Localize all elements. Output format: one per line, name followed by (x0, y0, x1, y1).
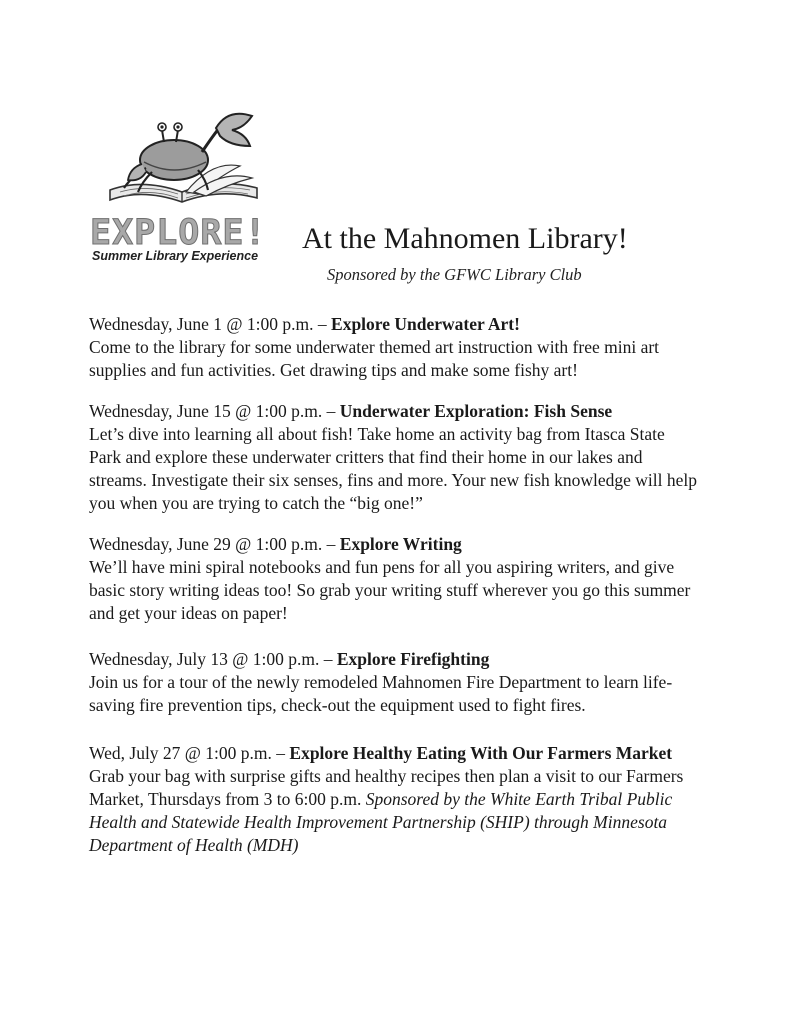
event-sponsor-note: Sponsored by the White Earth Tribal Public Health and Statewide Health Improvement Partnership (SHIP) through Minnesota Department of Health (MDH) (89, 789, 673, 855)
event-item (89, 648, 701, 717)
event-datetime: Wed, July 27 @ 1:00 p.m. – (89, 743, 290, 763)
event-description: Come to the library for some underwater themed art instruction with free mini art supplies and fun activities. Get drawing tips and make some fishy art! (89, 337, 660, 380)
event-datetime: Wednesday, June 1 @ 1:00 p.m. – (89, 314, 332, 334)
explore-logo (88, 108, 283, 268)
sponsor-line: Sponsored by the GFWC Library Club (327, 265, 582, 284)
event-title: Underwater Exploration: Fish Sense (339, 401, 613, 421)
event-item (89, 313, 701, 382)
event-heading (89, 533, 701, 556)
page-title: At the Mahnomen Library! (302, 222, 628, 255)
event-title: Explore Writing (339, 534, 462, 554)
event-description: Join us for a tour of the newly remodeled Mahnomen Fire Department to learn life-saving fire prevention tips, check-out the equipment used to fight fires. (89, 672, 673, 715)
event-description: We’ll have mini spiral notebooks and fun pens for all you aspiring writers, and give basic story writing ideas too! So grab your writing stuff wherever you go this summer and get your ideas on paper! (89, 557, 691, 623)
event-description: Let’s dive into learning all about fish! Take home an activity bag from Itasca State Park and explore these underwater critters that find their home in our lakes and streams. Investigate their six senses, fins and more. Your new fish knowledge will help you when you are trying to catch the “big one!” (89, 424, 698, 513)
event-heading (89, 648, 701, 671)
event-description (89, 765, 701, 857)
event-heading (89, 742, 701, 765)
event-list (89, 313, 701, 857)
event-heading (89, 313, 701, 336)
event-item (89, 400, 701, 515)
event-title: Explore Underwater Art! (331, 314, 520, 334)
crab-reading-book-icon (102, 108, 267, 213)
event-item (89, 742, 701, 857)
logo-wordmark: EXPLORE! (90, 213, 267, 253)
event-heading (89, 400, 701, 423)
event-datetime: Wednesday, July 13 @ 1:00 p.m. – (89, 649, 337, 669)
logo-tagline: Summer Library Experience (92, 249, 259, 263)
event-title: Explore Firefighting (336, 649, 490, 669)
event-datetime: Wednesday, June 15 @ 1:00 p.m. – (89, 401, 340, 421)
event-title: Explore Healthy Eating With Our Farmers Market (289, 743, 673, 763)
event-description-text: Grab your bag with surprise gifts and healthy recipes then plan a visit to our Farmers Market, Thursdays from 3 to 6:00 p.m. (89, 766, 684, 809)
event-item (89, 533, 701, 625)
event-datetime: Wednesday, June 29 @ 1:00 p.m. – (89, 534, 340, 554)
